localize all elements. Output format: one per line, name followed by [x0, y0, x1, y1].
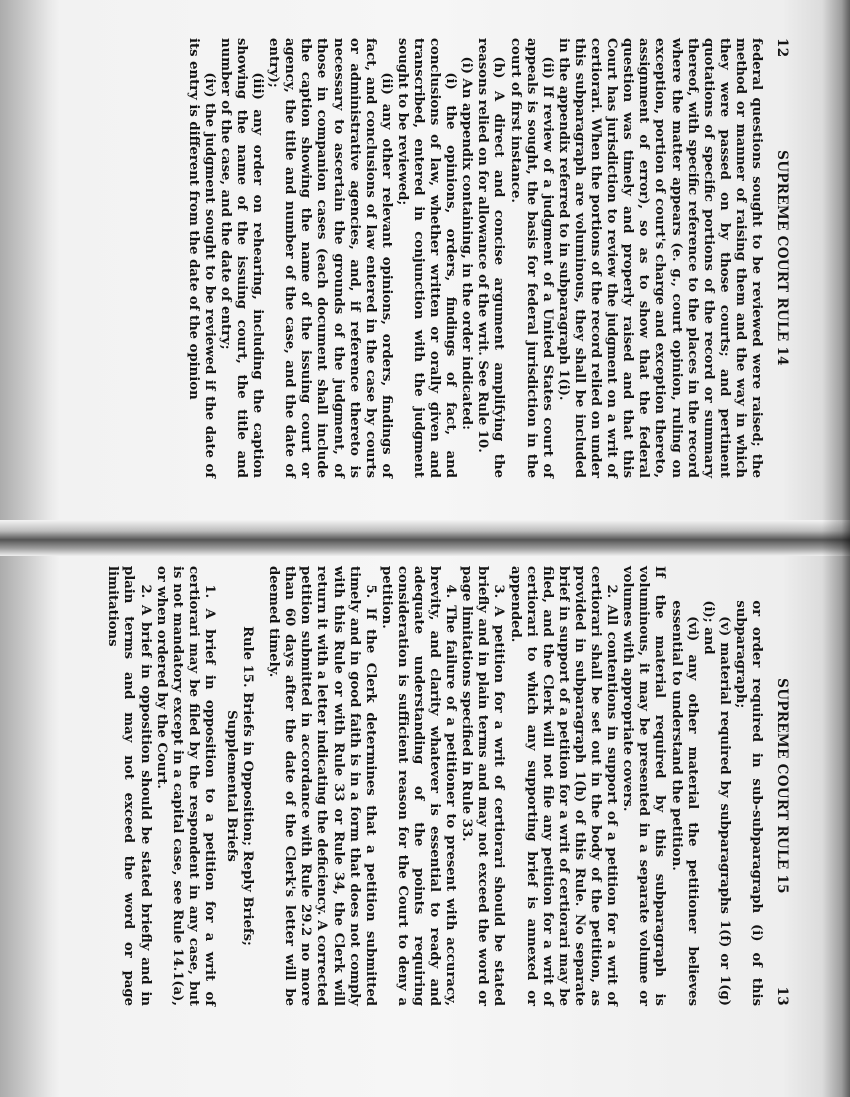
paragraph: (iv) the judgment sought to be reviewed if the date of its entry is different from the date of the opinion	[185, 38, 217, 478]
paragraph: (iii) any order on rehearing, including the caption showing the name of the issuing court, the title and number of the case, and the date of entry;	[217, 38, 266, 478]
paragraph: (ii) If review of a judgment of a United States court of appeals is sought, the basis for federal jurisdiction in the court of first instance.	[507, 38, 555, 478]
paragraph: (h) A direct and concise argument amplifying the reasons relied on for allowance of the writ. See Rule 10.	[475, 38, 507, 478]
page-number: 12	[774, 38, 790, 58]
paragraph: 4. The failure of a petitioner to present with accuracy, brevity, and clarity whatever is essential to ready and adequate understanding of the points requiring consideration is sufficient reason for the Court to deny a petition.	[378, 566, 459, 1006]
running-head-title: SUPREME COURT RULE 15	[774, 678, 790, 894]
rule-heading-line: Rule 15. Briefs in Opposition; Reply Briefs;	[240, 626, 256, 946]
paragraph: (i) An appendix containing, in the order indicated:	[459, 56, 475, 430]
running-head	[774, 566, 790, 1006]
running-head	[774, 38, 790, 478]
paragraph: federal questions sought to be reviewed were raised; the method or manner of raising them and the way in which they were passed on by those courts; and pertinent quotations of specific portions of the record or summary thereof, with specific reference to the places in the record where the matter appears (e. g., court opinion, ruling on exception, portion of court's charge and exception thereto, assignment of error), so as to show that the federal question was timely and properly raised and that this Court has jurisdiction to review the judgment on a writ of certiorari. When the portions of the record relied on under this subparagraph are voluminous, they shall be included in the appendix referred to in subparagraph 1(i).	[555, 38, 764, 478]
book-gutter	[0, 520, 850, 556]
rule-heading-line: Supplemental Briefs	[224, 710, 239, 862]
paragraph: 2. A brief in opposition should be stated briefly and in plain terms and may not exceed the word or page limitations	[105, 566, 153, 1006]
paragraph: (ii) any other relevant opinions, orders, findings of fact, and conclusions of law entered in the case by courts or administrative agencies, and, if reference thereto is necessary to ascertain the grounds of the judgment, of those in companion cases (each document shall include the caption showing the name of the issuing court or agency, the title and number of the case, and the date of entry);	[266, 38, 394, 478]
page-13	[50, 566, 790, 1006]
page-body	[104, 566, 764, 1006]
paragraph: If the material required by this subparagraph is voluminous, it may be presented in a separate volume or volumes with appropriate covers.	[620, 566, 668, 1006]
page-number: 13	[774, 986, 790, 1006]
paragraph: 5. If the Clerk determines that a petition submitted timely and in good faith is in a form that does not comply with this Rule or with Rule 33 or Rule 34, the Clerk will return it with a letter indicating the deficiency. A corrected petition submitted in accordance with Rule 29.2 no more than 60 days after the date of the Clerk's letter will be deemed timely.	[266, 566, 378, 1006]
running-head-title: SUPREME COURT RULE 14	[774, 150, 790, 366]
paragraph: or order required in sub-subparagraph (i) of this subparagraph;	[732, 600, 764, 1006]
page-12	[50, 38, 790, 478]
paragraph: (v) material required by subparagraphs 1(f) or 1(g)(i); and	[700, 600, 732, 1006]
paragraph: 2. All contentions in support of a petition for a writ of certiorari shall be set out in the body of the petition, as provided in subparagraph 1(h) of this Rule. No separate brief in support of a petition for a writ of certiorari may be filed, and the Clerk will not file any petition for a writ of certiorari to which any supporting brief is annexed or appended.	[507, 566, 620, 1006]
scan-shadow-right	[822, 0, 850, 1097]
paragraph: 1. A brief in opposition to a petition for a writ of certiorari may be filed by the respondent in any case, but is not mandatory except in a capital case, see Rule 14.1(a), or when ordered by the Court.	[153, 566, 217, 1006]
paragraph: (vi) any other material the petitioner believes essential to understand the petition.	[668, 600, 700, 1006]
page-body	[185, 38, 764, 478]
paragraph: 3. A petition for a writ of certiorari should be stated briefly and in plain terms and may not exceed the word or page limitations specified in Rule 33.	[459, 566, 507, 1006]
paragraph: (i) the opinions, orders, findings of fact, and conclusions of law, whether written or orally given and transcribed, entered in conjunction with the judgment sought to be reviewed;	[394, 38, 459, 478]
rule-15-heading	[223, 566, 255, 1006]
